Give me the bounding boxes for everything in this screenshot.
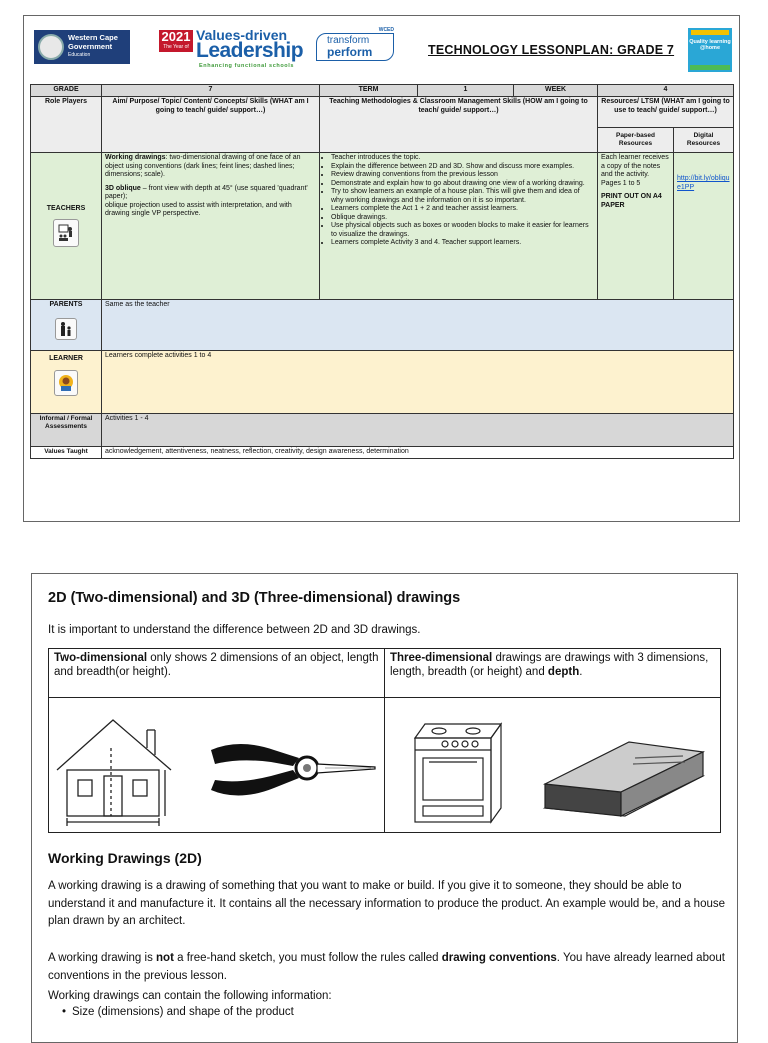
aim-oblique-text: – front view with depth at 45° (use squared 'quadrant' paper); [105,184,308,200]
working-drawings-paragraph-2 [48,950,728,985]
lesson-plan-page [23,15,740,522]
parents-text: Same as the teacher [102,300,734,351]
values-text: acknowledgement, attentiveness, neatness, reflection, creativity, design awareness, determination [102,447,734,459]
role-values: Values Taught [31,447,102,459]
tp-line2: perform [327,45,373,59]
values-driven-leadership-logo [159,27,309,71]
stove-image [415,724,501,822]
wc-logo-line3: Education [68,52,91,59]
term-value: 1 [418,85,514,97]
assessments-text: Activities 1 - 4 [102,414,734,447]
working-drawings-paragraph-3: Working drawings can contain the following information: [48,990,332,1002]
block-box-image [545,742,703,816]
three-d-bold: Three-dimensional [390,652,493,664]
role-learner-label: LEARNER [49,355,83,362]
two-d-definition [49,649,385,698]
col-digital-resources: Digital Resources [674,128,734,153]
para2-text-a: A working drawing is [48,952,157,964]
parent-child-icon [55,318,77,340]
week-value: 4 [598,85,734,97]
term-label: TERM [320,85,418,97]
role-parents-label: PARENTS [49,301,83,308]
paper-resources-text: Each learner receives a copy of the notes and the activity. Pages 1 to 5 [601,154,669,187]
week-label: WEEK [514,85,598,97]
transform-perform-logo [316,27,394,61]
header [24,16,739,84]
teachers-methods [320,153,598,300]
two-d-bold: Two-dimensional [54,652,148,664]
tp-badge: WCED [378,27,394,33]
method-item: • Demonstrate and explain how to go about drawing one view of a working drawing. [331,180,594,189]
learner-icon [54,370,78,396]
working-drawings-paragraph-1: A working drawing is a drawing of something that you want to make or build. If you give it to someone, they should be able to understand it and manufacture it. It contains all the necessary information to produce the product. An example would be, and a house plan drawn by an architect. [48,880,726,927]
vdl-tagline: Enhancing functional schools [199,63,295,69]
col-paper-resources: Paper-based Resources [598,128,674,153]
col-resources: Resources/ LTSM (WHAT am I going to use to teach/ guide/ support…) [598,97,734,128]
grade-value: 7 [102,85,320,97]
three-d-end: . [579,666,583,678]
two-d-images [49,698,385,833]
vdl-line2: Leadership [196,39,304,62]
teachers-aim [102,153,320,300]
vdl-year-caption: The Year of [163,44,189,50]
comparison-table [48,648,721,833]
para2-drawing-conventions: drawing conventions [441,952,557,964]
vdl-line1: Values-driven [196,27,288,43]
method-item: • Explain the difference between 2D and 3D. Show and discuss more examples. [331,163,594,172]
two-d-text: only shows 2 dimensions of an object, length and breadth(or height). [54,652,379,678]
section-heading: 2D (Two-dimensional) and 3D (Three-dimensional) drawings [48,590,461,606]
learner-text: Learners complete activities 1 to 4 [102,351,734,414]
col-methods: Teaching Methodologies & Classroom Management Skills (HOW am I going to teach/ guide/ support…) [320,97,598,153]
method-item: • Oblique drawings. [331,214,594,223]
role-learner [31,351,102,414]
aim-working-drawings-text: : two-dimensional drawing of one face of an object using conventions (dark lines; feint lines; dashed lines; dimensions; scale). [105,154,301,178]
col-aim: Aim/ Purpose/ Topic/ Content/ Concepts/ Skills (WHAT am I going to teach/ guide/ support…) [102,97,320,153]
page-title: TECHNOLOGY LESSONPLAN: GRADE 7 [428,43,675,57]
para2-text-e: . You have already learned about conventions in the previous lesson. [48,952,725,982]
teachers-digital-resources [674,153,734,300]
role-teachers [31,153,102,300]
two-d-illustrations [49,698,383,828]
para2-text-c: a free-hand sketch, you must follow the rules called [173,952,442,964]
three-d-text: drawings are drawings with 3 dimensions, length, breadth (or height) and [390,652,709,678]
three-d-illustrations [385,698,719,828]
working-drawings-heading: Working Drawings (2D) [48,850,202,866]
western-cape-logo [34,30,130,64]
col-role-players: Role Players [31,97,102,153]
vdl-year: 2021 [161,29,191,44]
quality-learning-logo: Quality learning @home [688,28,732,72]
info-list-item: • Size (dimensions) and shape of the product [72,1006,294,1018]
coat-of-arms-icon [38,34,64,60]
wc-logo-line2: Government [68,41,113,51]
intro-text: It is important to understand the difference between 2D and 3D drawings. [48,624,421,636]
role-assessments: Informal / Formal Assessments [31,414,102,447]
aim-projection-text: oblique projection used to assist with interpretation, and with drawing single VP perspective. [105,201,292,217]
paper-resources-print: PRINT OUT ON A4 PAPER [601,193,662,209]
teacher-icon [53,219,79,247]
para2-not: not [156,952,174,964]
three-d-definition [385,649,721,698]
method-item: • Try to show learners an example of a house plan. This will give them and idea of why working drawings and the information on it is so important. [331,188,594,205]
method-item: • Teacher introduces the topic. [331,154,594,163]
method-item: • Review drawing conventions from the previous lesson [331,171,594,180]
role-teachers-label: TEACHERS [46,204,86,212]
three-d-images [385,698,721,833]
aim-oblique-bold: 3D oblique [105,184,141,192]
notes-page [31,573,738,1043]
aim-working-drawings-bold: Working drawings [105,154,166,161]
house-front-view-image [57,720,171,826]
role-parents [31,300,102,351]
pliers-image [211,744,375,796]
teachers-paper-resources [598,153,674,300]
tp-line1: transform [327,35,370,46]
digital-resource-link[interactable]: http://bit.ly/oblique1PP [677,175,730,191]
method-item: • Learners complete the Act 1 + 2 and teacher assist learners. [331,205,594,214]
wc-logo-line1: Western Cape [68,33,118,43]
three-d-depth: depth [547,666,580,678]
grade-label: GRADE [31,85,102,97]
lesson-plan-table [30,84,734,459]
method-item: • Use physical objects such as boxes or wooden blocks to make it easier for learners to visualize the drawings. [331,222,594,239]
method-item: • Learners complete Activity 3 and 4. Teacher support learners. [331,239,594,248]
